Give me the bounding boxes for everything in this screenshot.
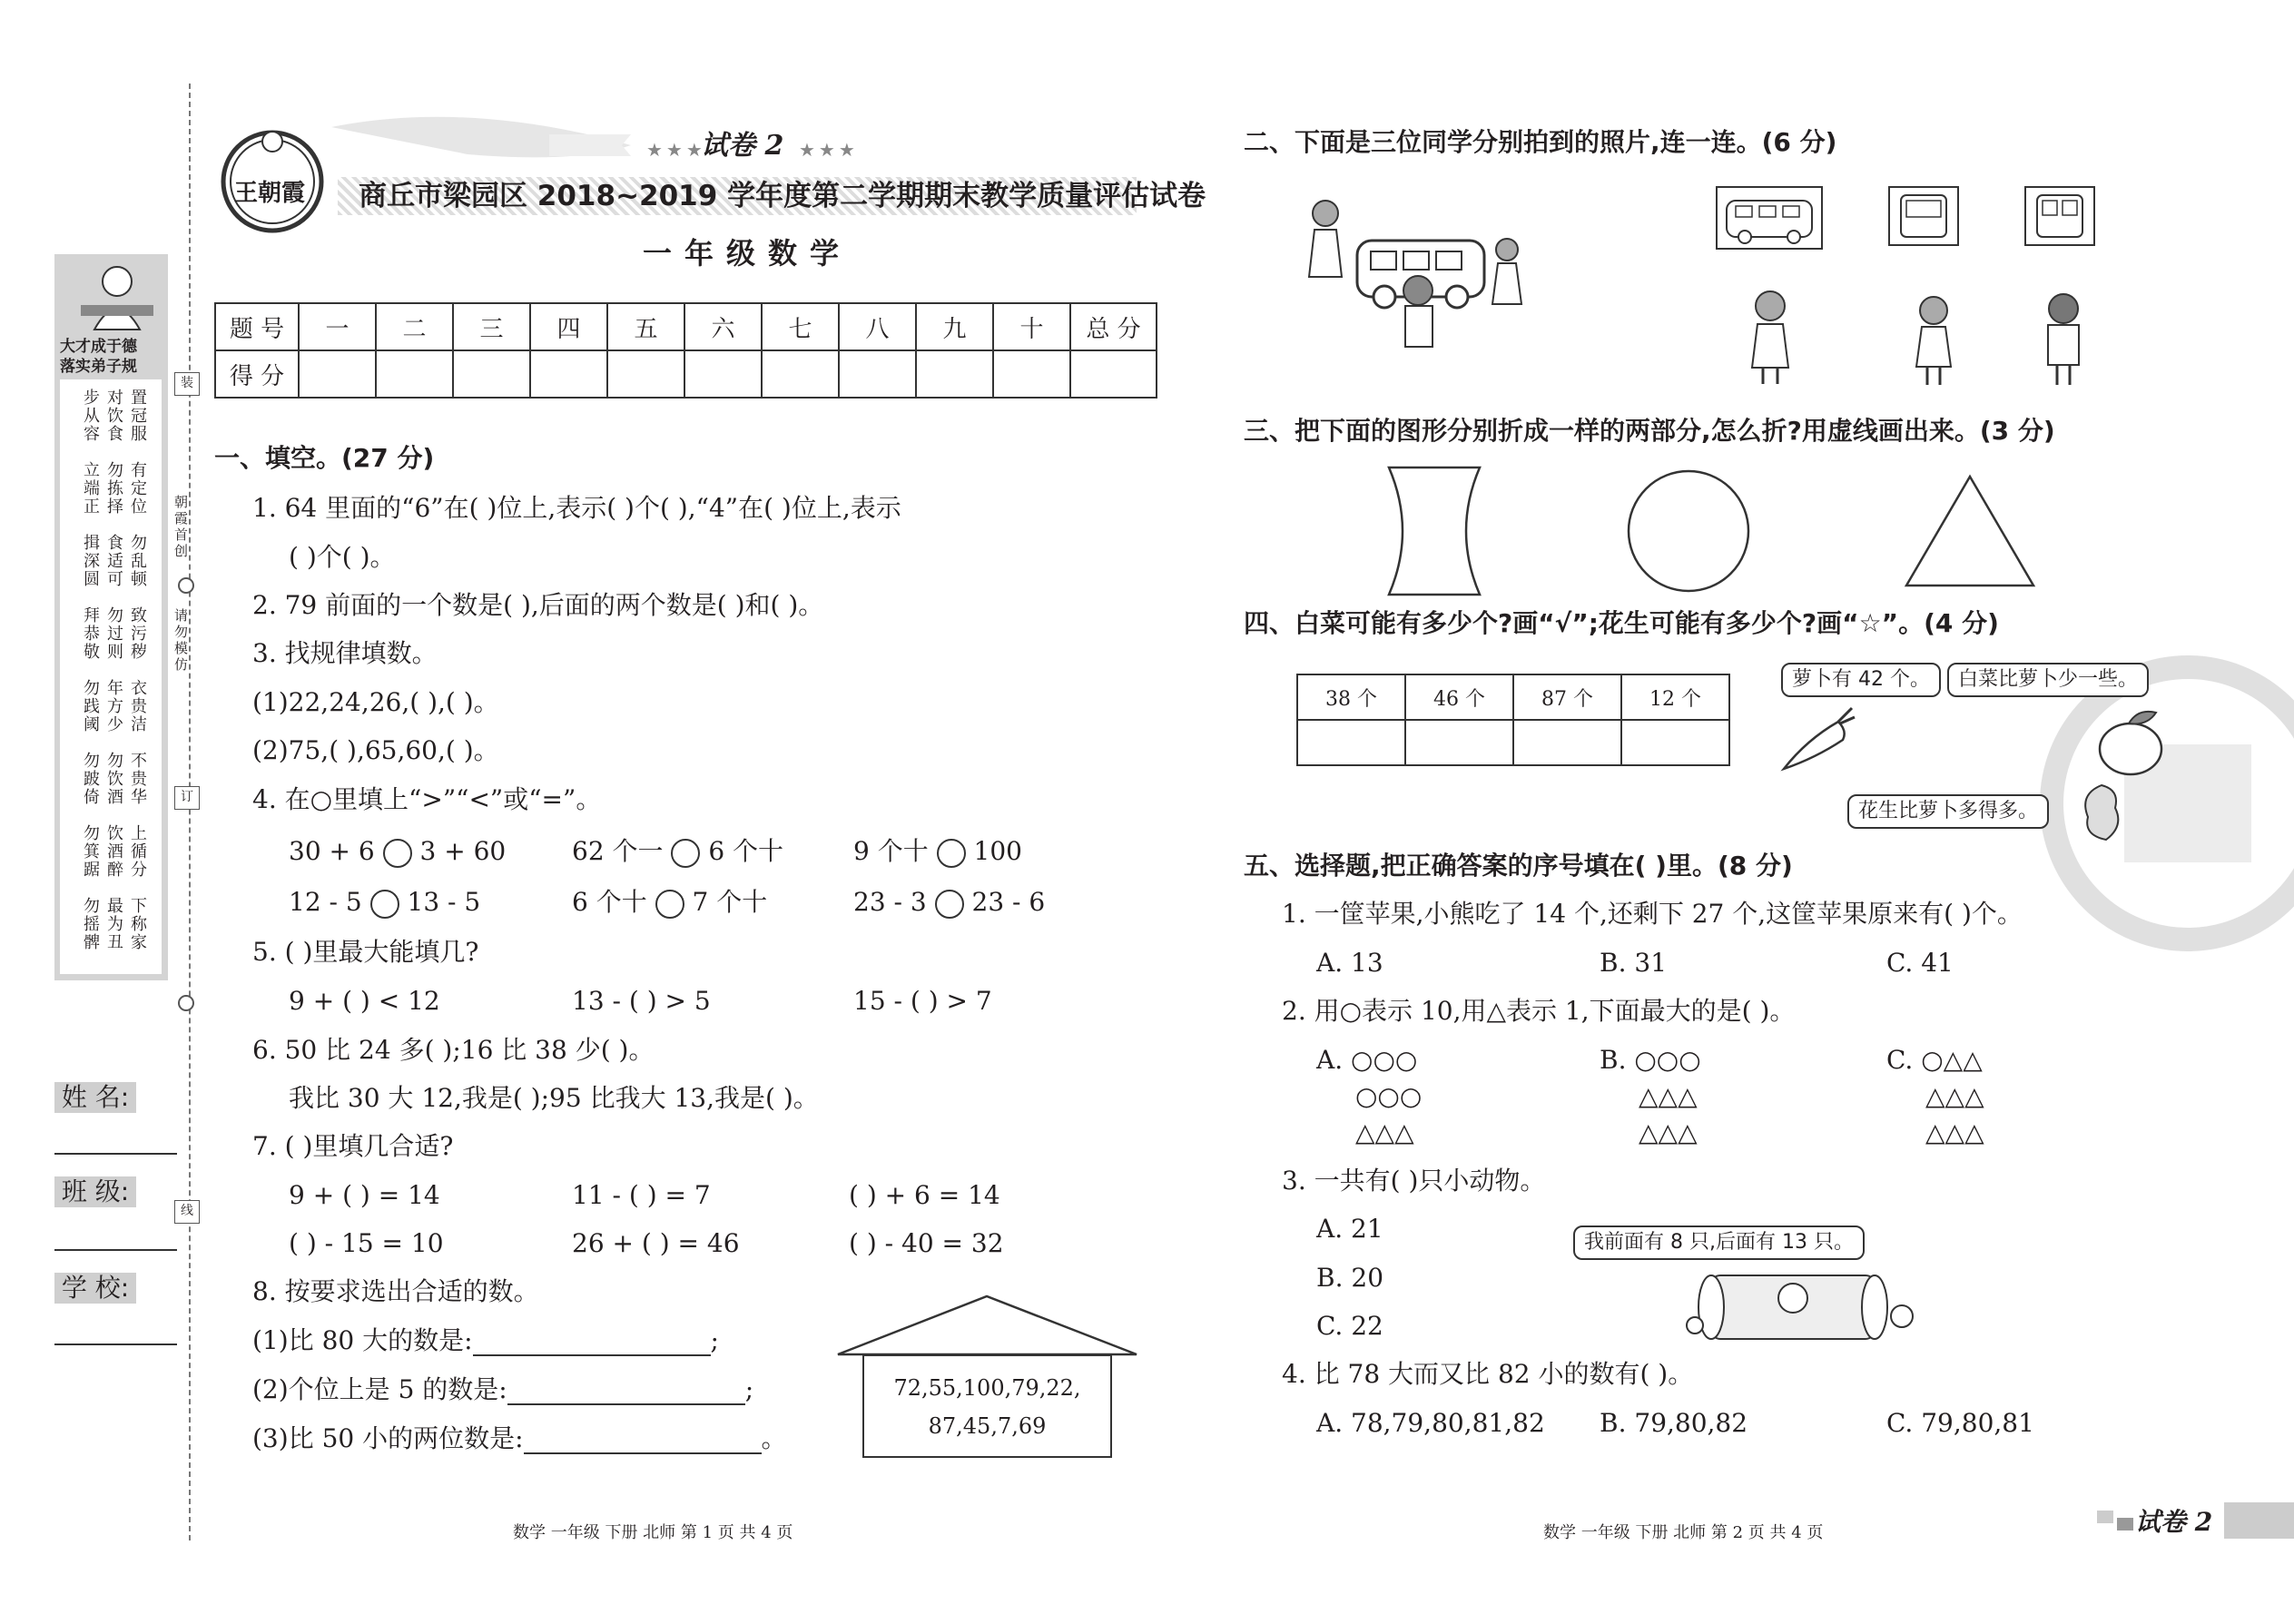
footer-decor [2097,1511,2113,1523]
option-a[interactable]: A. 21 [1316,1214,1383,1244]
q8-answer-line[interactable] [507,1403,745,1405]
house-line-2: 87,45,7,69 [928,1413,1047,1439]
rule-text: 不贵华 [128,752,147,806]
score-cell[interactable] [684,350,762,398]
compare-right: 100 [973,836,1022,866]
rule-text: 置冠服 [128,389,147,443]
bubble-animals: 我前面有 8 只,后面有 13 只。 [1573,1225,1865,1260]
option-c-row: △△△ [1925,1117,1984,1147]
q8-label: (2)个位上是 5 的数是: [252,1374,507,1404]
punch-hole-icon [178,995,194,1011]
photo-bus-back[interactable] [2024,186,2095,246]
score-header-cell: 八 [839,303,916,350]
bubble-cabbage: 白菜比萝卜少一些。 [1947,663,2149,697]
compare-circle[interactable] [937,839,966,868]
part3-heading: 三、把下面的图形分别折成一样的两部分,怎么折?用虚线画出来。(3 分) [1244,416,2055,446]
compare-item [289,887,480,919]
exam-badge: 试卷 2 [701,130,784,162]
q5-item: 15 - ( ) > 7 [853,986,992,1016]
option-a-row: ○○○ [1355,1081,1423,1111]
mark-cell[interactable] [1513,720,1621,765]
rule-text: 对饮食 [104,389,123,443]
q8-label: (3)比 50 小的两位数是: [252,1423,524,1453]
score-cell[interactable] [376,350,453,398]
q8-end: ; [744,1374,754,1404]
compare-left: 6 个十 [572,887,647,917]
option-c[interactable]: C. 79,80,81 [1886,1408,2034,1438]
option-c[interactable]: C. 22 [1316,1311,1383,1341]
rule-text: 揖深圆 [81,534,100,588]
score-header-cell: 九 [916,303,993,350]
option-b-row: △△△ [1639,1117,1698,1147]
compare-left: 23 - 3 [853,887,927,917]
rule-text: 饮酒醉 [104,824,123,879]
compare-left: 9 个十 [853,836,929,866]
score-cell[interactable] [299,350,376,398]
compare-right: 6 个十 [708,836,784,866]
rule-text: 步从容 [81,389,100,443]
q5-item: 9 + ( ) < 12 [289,986,440,1016]
rule-text: 勿拣择 [104,461,123,516]
part1-q2: 2. 79 前面的一个数是( ),后面的两个数是( )和( )。 [252,590,824,620]
bubble-carrot: 萝卜有 42 个。 [1781,663,1941,697]
q8-item [252,1374,753,1405]
option-a[interactable]: A. 13 [1316,948,1383,978]
child-girl-camera[interactable] [1734,286,1807,386]
rule-text: 衣贵洁 [128,679,147,733]
part4-heading: 四、白菜可能有多少个?画“√”;花生可能有多少个?画“☆”。(4 分) [1244,608,1999,638]
q7-item: 26 + ( ) = 46 [572,1228,740,1258]
part5-q3: 3. 一共有( )只小动物。 [1282,1166,1546,1196]
photo-bus-front[interactable] [1888,186,1959,246]
sidebar-motto-2: 落实弟子规 [60,358,137,376]
footer-badge: 试卷 2 [2135,1507,2213,1537]
class-field[interactable] [54,1249,177,1251]
score-header-cell: 三 [453,303,530,350]
compare-left: 12 - 5 [289,887,362,917]
rule-text: 勿箕踞 [81,824,100,879]
scholar-illustration [76,261,158,334]
option-b[interactable]: B. 79,80,82 [1600,1408,1748,1438]
compare-item [572,836,783,868]
score-header-cell: 一 [299,303,376,350]
part5-q2: 2. 用○表示 10,用△表示 1,下面最大的是( )。 [1282,996,1796,1026]
footer-left: 数学 一年级 下册 北师 第 1 页 共 4 页 [513,1523,793,1542]
compare-item [853,887,1045,919]
option-c[interactable]: C. 41 [1886,948,1954,978]
mark-cell[interactable] [1297,720,1405,765]
part1-q8: 8. 按要求选出合适的数。 [252,1276,539,1306]
binding-dashed-line [189,84,191,1540]
compare-circle[interactable] [383,839,412,868]
score-header-cell: 七 [762,303,839,350]
compare-circle[interactable] [370,890,399,919]
part1-q1b: ( )个( )。 [289,542,396,572]
shape-hourglass[interactable] [1380,463,1489,599]
compare-item [572,887,767,919]
compare-item [289,836,506,868]
q8-end: ; [710,1325,719,1355]
rule-text: 食适可 [104,534,123,588]
binding-tag: 订 [174,786,200,810]
score-cell[interactable] [1070,350,1157,398]
q8-end: 。 [761,1423,787,1453]
quantity-option: 46 个 [1405,674,1513,720]
q8-item [252,1423,787,1454]
q7-item: 9 + ( ) = 14 [289,1180,440,1210]
rule-text: 拜恭敬 [81,606,100,661]
part2-heading: 二、下面是三位同学分别拍到的照片,连一连。(6 分) [1244,127,1837,157]
quantity-option: 12 个 [1621,674,1729,720]
option-a-row: △△△ [1355,1117,1414,1147]
mark-cell[interactable] [1621,720,1729,765]
child-front-camera[interactable] [1902,292,1965,388]
option-b[interactable]: B. ○○○ [1600,1045,1701,1075]
compare-circle[interactable] [935,890,964,919]
option-c[interactable]: C. ○△△ [1886,1045,1983,1075]
score-header-cell: 总 分 [1070,303,1157,350]
score-header-cell: 六 [684,303,762,350]
binding-tag: 线 [174,1200,200,1224]
q7-item: ( ) - 40 = 32 [849,1228,1004,1258]
rule-text: 勿践阈 [81,679,100,733]
footer-right: 数学 一年级 下册 北师 第 2 页 共 4 页 [1543,1523,1824,1542]
rule-text: 勿过则 [104,606,123,661]
star-decor-right: ★★★ [799,139,859,161]
part5-q1: 1. 一筐苹果,小熊吃了 14 个,还剩下 27 个,这筐苹果原来有( )个。 [1282,899,2023,929]
part1-q7: 7. ( )里填几合适? [252,1131,454,1161]
house-number-box [862,1354,1112,1458]
house-roof [835,1294,1139,1357]
rule-text: 勿摇髀 [81,897,100,951]
name-field[interactable] [54,1153,177,1155]
class-label: 班 级: [54,1176,136,1207]
rule-text: 有定位 [128,461,147,516]
option-b[interactable]: B. 20 [1316,1263,1384,1293]
page-subtitle: 一年级数学 [643,236,852,271]
photo-bus-side[interactable] [1716,186,1823,250]
peanut-icon [2074,781,2129,844]
rule-text: 致污秽 [128,606,147,661]
q7-item: ( ) - 15 = 10 [289,1228,444,1258]
house-line-1: 72,55,100,79,22, [893,1375,1081,1401]
name-label: 姓 名: [54,1082,136,1113]
score-cell[interactable] [530,350,607,398]
vertical-note-2: 请勿模仿 [172,608,189,674]
logo-text: 王朝霞 [234,180,306,207]
rule-text: 最为丑 [104,897,123,951]
compare-left: 62 个一 [572,836,664,866]
score-header-cell: 四 [530,303,607,350]
score-header-cell: 十 [993,303,1070,350]
q7-item: 11 - ( ) = 7 [572,1180,711,1210]
option-b-row: △△△ [1639,1081,1698,1111]
school-label: 学 校: [54,1273,136,1304]
part5-q4: 4. 比 78 大而又比 82 小的数有( )。 [1282,1359,1694,1389]
rule-text: 立端正 [81,461,100,516]
bubble-peanut: 花生比萝卜多得多。 [1847,794,2049,829]
scene-children-bus [1298,186,1534,368]
score-header-cell: 题 号 [215,303,299,350]
vertical-note-1: 朝霞首创 [172,495,189,560]
compare-circle[interactable] [655,890,684,919]
compare-item [853,836,1022,868]
compare-right: 23 - 6 [971,887,1046,917]
score-header-cell: 五 [607,303,684,350]
punch-hole-icon [178,577,194,594]
compare-right: 3 + 60 [419,836,507,866]
part1-q4: 4. 在○里填上“>”“<”或“=”。 [252,784,602,814]
part1-q3a: (1)22,24,26,( ),( )。 [252,687,499,717]
footer-decor [2117,1518,2133,1530]
score-table [214,302,1157,399]
compare-right: 7 个十 [692,887,768,917]
carrot-icon [1775,704,1856,776]
part1-q5: 5. ( )里最大能填几? [252,937,479,967]
option-c-row: △△△ [1925,1081,1984,1111]
child-back-camera[interactable] [2032,289,2095,389]
animals-log-illustration [1675,1266,1920,1343]
option-a[interactable]: A. 78,79,80,81,82 [1316,1408,1545,1438]
part1-q1a: 1. 64 里面的“6”在( )位上,表示( )个( ),“4”在( )位上,表示 [252,493,901,523]
q8-answer-line[interactable] [473,1354,711,1356]
part1-q3: 3. 找规律填数。 [252,638,438,668]
part1-q6a: 6. 50 比 24 多( );16 比 38 少( )。 [252,1035,655,1065]
mark-cell[interactable] [1405,720,1513,765]
option-a[interactable]: A. ○○○ [1316,1045,1418,1075]
school-field[interactable] [54,1343,177,1345]
score-cell[interactable] [762,350,839,398]
compare-left: 30 + 6 [289,836,375,866]
cabbage-icon [2092,704,2174,781]
score-cell[interactable] [839,350,916,398]
watermark-seal [2006,654,2294,953]
shape-triangle[interactable] [1902,472,2038,590]
q8-item [252,1325,719,1356]
score-cell[interactable] [453,350,530,398]
shape-circle[interactable] [1625,468,1752,595]
q8-label: (1)比 80 大的数是: [252,1325,473,1355]
score-header-cell: 二 [376,303,453,350]
part1-heading: 一、填空。(27 分) [214,443,435,473]
quantity-options-table [1296,674,1730,766]
page-title: 商丘市梁园区 2018~2019 学年度第二学期期末教学质量评估试卷 [359,180,1206,212]
rule-text: 上循分 [128,824,147,879]
q5-item: 13 - ( ) > 5 [572,986,711,1016]
part5-heading: 五、选择题,把正确答案的序号填在( )里。(8 分) [1244,851,1793,881]
quantity-option: 38 个 [1297,674,1405,720]
binding-tag: 装 [174,372,200,396]
rule-text: 年方少 [104,679,123,733]
part1-q6b: 我比 30 大 12,我是( );95 比我大 13,我是( )。 [289,1083,819,1113]
rule-text: 勿跛倚 [81,752,100,806]
quantity-option: 87 个 [1513,674,1621,720]
q8-answer-line[interactable] [524,1452,762,1454]
rule-text: 勿乱顿 [128,534,147,588]
compare-circle[interactable] [671,839,700,868]
sidebar-motto-1: 大才成于德 [60,338,137,356]
score-row-label: 得 分 [215,350,299,398]
rule-text: 下称家 [128,897,147,951]
rule-text: 勿饮酒 [104,752,123,806]
option-b[interactable]: B. 31 [1600,948,1668,978]
score-cell[interactable] [607,350,684,398]
part1-q3b: (2)75,( ),65,60,( )。 [252,735,499,765]
compare-right: 13 - 5 [407,887,481,917]
star-decor-left: ★★★ [646,139,706,161]
header-ribbon [195,109,1157,236]
score-cell[interactable] [916,350,993,398]
score-cell[interactable] [993,350,1070,398]
footer-tab [2224,1502,2294,1539]
q7-item: ( ) + 6 = 14 [849,1180,1000,1210]
